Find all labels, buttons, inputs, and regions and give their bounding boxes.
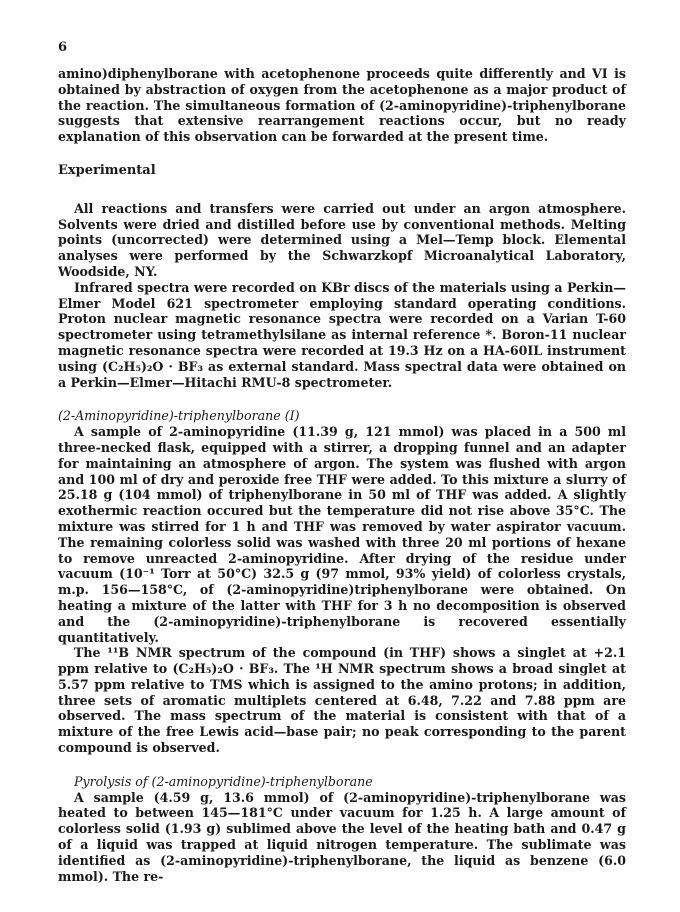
pyrolysis-heading: Pyrolysis of (2-aminopyridine)-triphenylborane <box>74 773 373 789</box>
pyrolysis-paragraph-1: A sample (4.59 g, 13.6 mmol) of (2-aminopyridine)-triphenylborane was heated to between 145—181°C under vacuum for 1.25 h. A large amount of colorless solid (1.93 g) sublimed above the level of the heating bath and 0.47 g of a liquid was trapped at liquid nitrogen temperature. The sublimate was identified as (2-aminopyridine)-triphenylborane, the liquid as benzene (6.0 mmol). The re- <box>58 789 626 884</box>
compound-paragraph-2: The ¹¹B NMR spectrum of the compound (in THF) shows a singlet at +2.1 ppm relative to (C₂H₅)₂O · BF₃. The ¹H NMR spectrum shows a broad singlet at 5.57 ppm relative to TMS which is assigned to the amino protons; in addition, three sets of aromatic multiplets centered at 6.48, 7.22 and 7.88 ppm are observed. The mass spectrum of the material is consistent with that of a mixture of the free Lewis acid—base pair; no peak corresponding to the parent compound is observed. <box>58 645 626 756</box>
intro-paragraph: amino)diphenylborane with acetophenone proceeds quite differently and VI is obtained by abstraction of oxygen from the acetophenone as a major product of the reaction. The simultaneous formation of (2-aminopyridine)-triphenylborane suggests that extensive rearrangement reactions occur, but no ready explanation of this observation can be forwarded at the present time. <box>58 66 626 145</box>
experimental-heading: Experimental <box>58 162 156 178</box>
page-number: 6 <box>58 40 68 55</box>
page-body <box>58 66 626 884</box>
compound-heading: (2-Aminopyridine)-triphenylborane (I) <box>58 408 300 424</box>
experimental-paragraph-1: All reactions and transfers were carried out under an argon atmosphere. Solvents were dried and distilled before use by conventional methods. Melting points (uncorrected) were determined using a Mel—Temp block. Elemental analyses were performed by the Schwarzkopf Microanalytical Laboratory, Woodside, NY. <box>58 200 626 279</box>
compound-paragraph-1: A sample of 2-aminopyridine (11.39 g, 121 mmol) was placed in a 500 ml three-necked flask, equipped with a stirrer, a dropping funnel and an adapter for maintaining an atmosphere of argon. The system was flushed with argon and 100 ml of dry and peroxide free THF were added. To this mixture a slurry of 25.18 g (104 mmol) of triphenylborane in 50 ml of THF was added. A slightly exothermic reaction occured but the temperature did not rise above 35°C. The mixture was stirred for 1 h and THF was removed by water aspirator vacuum. The remaining colorless solid was washed with three 20 ml portions of hexane to remove unreacted 2-aminopyridine. After drying of the residue under vacuum (10⁻¹ Torr at 50°C) 32.5 g (97 mmol, 93% yield) of colorless crystals, m.p. 156—158°C, of (2-aminopyridine)triphenylborane were obtained. On heating a mixture of the latter with THF for 3 h no decomposition is observed and the (2-aminopyridine)-triphenylborane is recovered essentially quantitatively. <box>58 424 626 645</box>
experimental-paragraph-2: Infrared spectra were recorded on KBr discs of the materials using a Perkin—Elmer Model 621 spectrometer employing standard operating conditions. Proton nuclear magnetic resonance spectra were recorded on a Varian T-60 spectrometer using tetramethylsilane as internal reference *. Boron-11 nuclear magnetic resonance spectra were recorded at 19.3 Hz on a HA-60IL instrument using (C₂H₅)₂O · BF₃ as external standard. Mass spectral data were obtained on a Perkin—Elmer—Hitachi RMU-8 spectrometer. <box>58 279 626 390</box>
